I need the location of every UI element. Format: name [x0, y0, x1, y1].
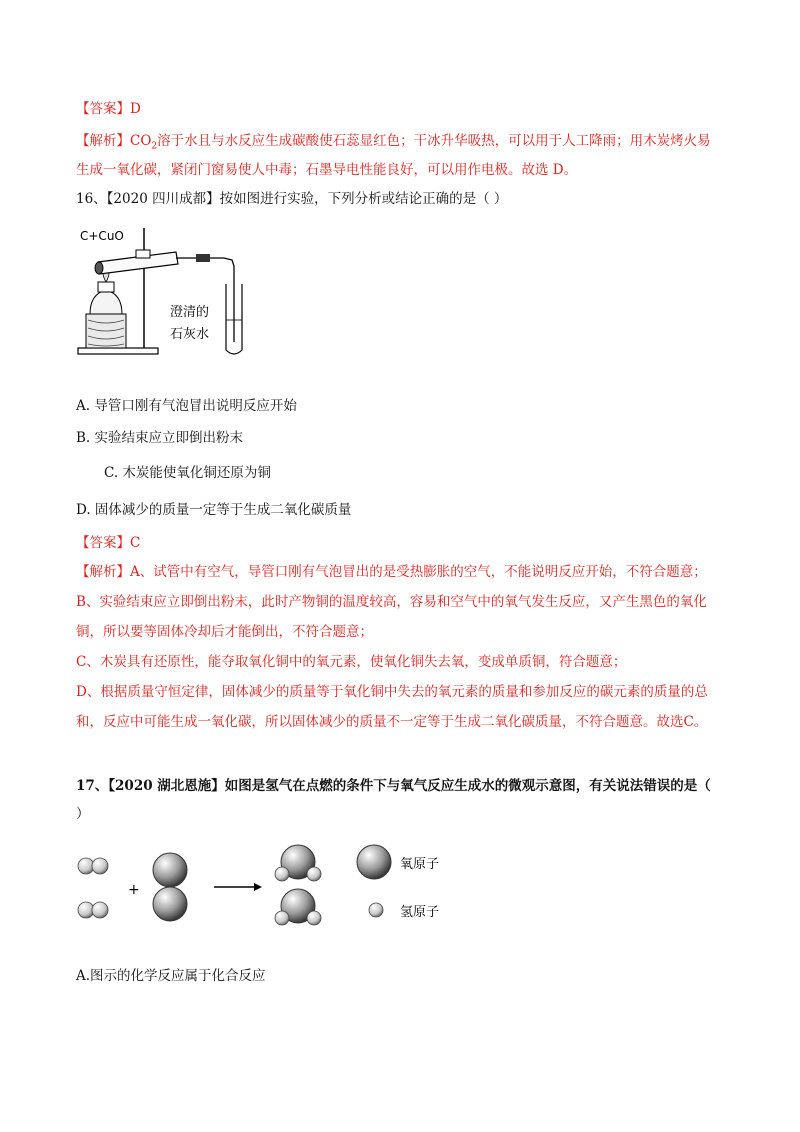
figure-label-water-2: 石灰水 — [170, 327, 210, 342]
answer-value: D — [130, 101, 141, 117]
q17-stem — [76, 776, 728, 796]
analysis-tag: 【解析】 — [76, 564, 130, 580]
analysis-paragraph-d: D、根据质量守恒定律，固体减少的质量等于氧化铜中失去的氧元素的质量和参加反应的碳元素的质量的总和，反应中可能生成一氧化碳，所以固体减少的质量不一定等于生成二氧化碳质量，不符合题意。故选C。 — [76, 684, 708, 730]
q16-option-a: A. 导管口刚有气泡冒出说明反应开始 — [76, 398, 297, 414]
legend-oxygen-atom — [357, 845, 391, 879]
subscript: 2 — [151, 141, 158, 152]
hydrogen-atom — [78, 858, 94, 874]
analysis-text: 溶于水且与水反应生成碳酸使石蕊显红色；干冰升华吸热，可以用于人工降雨；用木炭烤火易 — [157, 133, 711, 149]
oxygen-atom — [153, 853, 187, 887]
q16-option-b: B. 实验结束应立即倒出粉末 — [76, 430, 244, 446]
molecule-diagram — [72, 832, 452, 938]
analysis-tag: 【解析】 — [76, 133, 130, 149]
analysis-paragraph-b: B、实验结束应立即倒出粉末，此时产物铜的温度较高，容易和空气中的氧气发生反应，又产生黑色的氧化铜，所以要等固体冷却后才能倒出，不符合题意； — [76, 594, 707, 640]
q17-option-a: A.图示的化学反应属于化合反应 — [76, 968, 266, 984]
hydrogen-atom — [307, 867, 321, 881]
q15-analysis-line1 — [76, 131, 711, 157]
hydrogen-atom — [275, 911, 289, 925]
q16-analysis — [76, 557, 728, 737]
legend-hydrogen-label: 氢原子 — [400, 905, 440, 920]
q16-option-c: C. 木炭能使氧化铜还原为铜 — [104, 465, 271, 481]
legend-hydrogen-atom — [369, 903, 383, 917]
q15-answer — [76, 99, 141, 119]
analysis-paragraph-a — [76, 557, 728, 587]
analysis-paragraph-c: C、木炭具有还原性，能夺取氧化铜中的氧元素，使氧化铜失去氧，变成单质铜，符合题意； — [76, 654, 627, 670]
answer-tag: 【答案】 — [76, 535, 130, 551]
stem-text: 17、【2020 湖北恩施】如图是氢气在点燃的条件下与氧气反应生成水的微观示意图，有关说法错误的是（ — [76, 778, 711, 794]
answer-value: C — [130, 535, 141, 551]
hydrogen-atom — [307, 911, 321, 925]
legend-oxygen-label: 氧原子 — [400, 857, 440, 872]
analysis-text: A、试管中有空气，导管口刚有气泡冒出的是受热膨胀的空气，不能说明反应开始，不符合题意； — [130, 564, 707, 580]
figure-label-water-1: 澄清的 — [170, 305, 210, 320]
oxygen-atom — [153, 887, 187, 921]
plus-sign: + — [128, 882, 140, 898]
hydrogen-atom — [92, 902, 108, 918]
figure-label-reactants: C+CuO — [80, 229, 124, 243]
q16-answer — [76, 533, 140, 553]
q15-analysis-line2: 生成一氧化碳，紧闭门窗易使人中毒；石墨导电性能良好，可以用作电极。故选 D。 — [76, 162, 578, 178]
q17-stem-tail: ） — [76, 806, 90, 822]
answer-tag: 【答案】 — [76, 101, 130, 117]
hydrogen-atom — [78, 902, 94, 918]
hydrogen-atom — [275, 867, 289, 881]
q16-option-d: D. 固体减少的质量一定等于生成二氧化碳质量 — [76, 502, 352, 518]
analysis-text: CO — [130, 133, 152, 149]
hydrogen-atom — [92, 858, 108, 874]
apparatus-figure — [76, 224, 256, 360]
q16-stem: 16、【2020 四川成都】按如图进行实验，下列分析或结论正确的是（ ） — [76, 191, 508, 207]
